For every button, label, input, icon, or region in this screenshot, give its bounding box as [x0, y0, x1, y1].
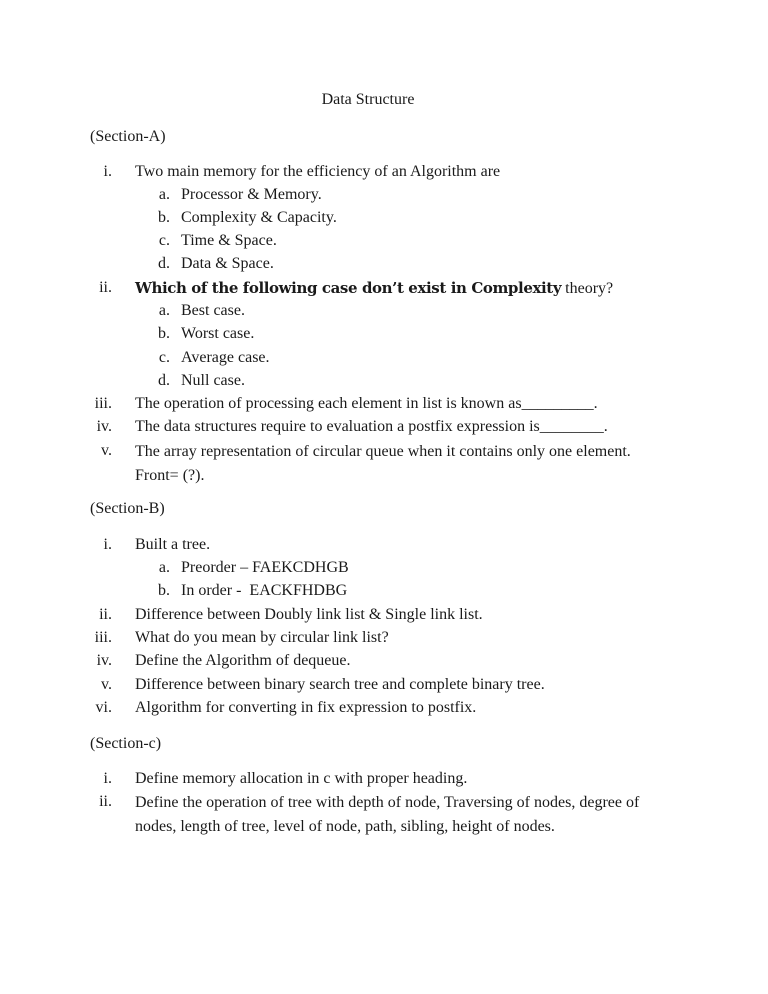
question-text: Define the operation of tree with depth of node, Traversing of nodes, degree of nodes, length of tree, level of node, path, sibling, height of nodes. — [135, 794, 640, 835]
question-number: i. — [103, 536, 112, 553]
question-text: Define the Algorithm of dequeue. — [135, 652, 351, 669]
question-number: i. — [103, 770, 112, 787]
option-letter: d. — [158, 255, 170, 272]
question-number: iii. — [94, 395, 112, 412]
option-text: Null case. — [181, 372, 245, 389]
question-text — [135, 277, 675, 300]
option-letter: d. — [158, 372, 170, 389]
option-text: Worst case. — [181, 325, 255, 342]
option-text: Processor & Memory. — [181, 186, 322, 203]
question-text-rest: theory? — [561, 280, 614, 297]
option-letter: b. — [158, 325, 170, 342]
question-number: v. — [101, 442, 112, 459]
question-number: v. — [101, 676, 112, 693]
question-text-bold: Which of the following case don’t exist in Complexity — [135, 279, 562, 297]
option-text: Complexity & Capacity. — [181, 209, 337, 226]
document-title: Data Structure — [321, 91, 415, 108]
option-text: Time & Space. — [181, 232, 277, 249]
question-text: The operation of processing each element in list is known as_________. — [135, 395, 598, 412]
question-number: i. — [103, 163, 112, 180]
question-text: Built a tree. — [135, 536, 211, 553]
option-text: In order - EACKFHDBG — [181, 582, 348, 599]
question-text: The data structures require to evaluation a postfix expression is________. — [135, 418, 608, 435]
question-number: iv. — [96, 652, 112, 669]
question-text: The array representation of circular queue when it contains only one element. Front= (?). — [135, 443, 631, 484]
option-text: Average case. — [181, 349, 270, 366]
section-b-heading: (Section-B) — [90, 500, 165, 517]
question-number: ii. — [99, 279, 112, 296]
option-letter: c. — [158, 349, 170, 366]
option-text: Best case. — [181, 302, 245, 319]
question-number: ii. — [99, 793, 112, 810]
question-text: What do you mean by circular link list? — [135, 629, 389, 646]
option-letter: b. — [158, 582, 170, 599]
question-number: ii. — [99, 606, 112, 623]
section-c-heading: (Section-c) — [90, 735, 162, 752]
question-text: Algorithm for converting in fix expression to postfix. — [135, 699, 477, 716]
option-letter: a. — [158, 302, 170, 319]
section-a-heading: (Section-A) — [90, 128, 166, 145]
option-letter: a. — [158, 559, 170, 576]
question-number: vi. — [95, 699, 112, 716]
question-text: Difference between Doubly link list & Single link list. — [135, 606, 483, 623]
question-number: iii. — [94, 629, 112, 646]
question-text: Difference between binary search tree and complete binary tree. — [135, 676, 545, 693]
option-text: Data & Space. — [181, 255, 274, 272]
question-text: Define memory allocation in c with proper heading. — [135, 770, 468, 787]
option-letter: b. — [158, 209, 170, 226]
question-text: Two main memory for the efficiency of an Algorithm are — [135, 163, 501, 180]
option-letter: a. — [158, 186, 170, 203]
option-letter: c. — [158, 232, 170, 249]
question-number: iv. — [96, 418, 112, 435]
option-text: Preorder – FAEKCDHGB — [181, 559, 349, 576]
